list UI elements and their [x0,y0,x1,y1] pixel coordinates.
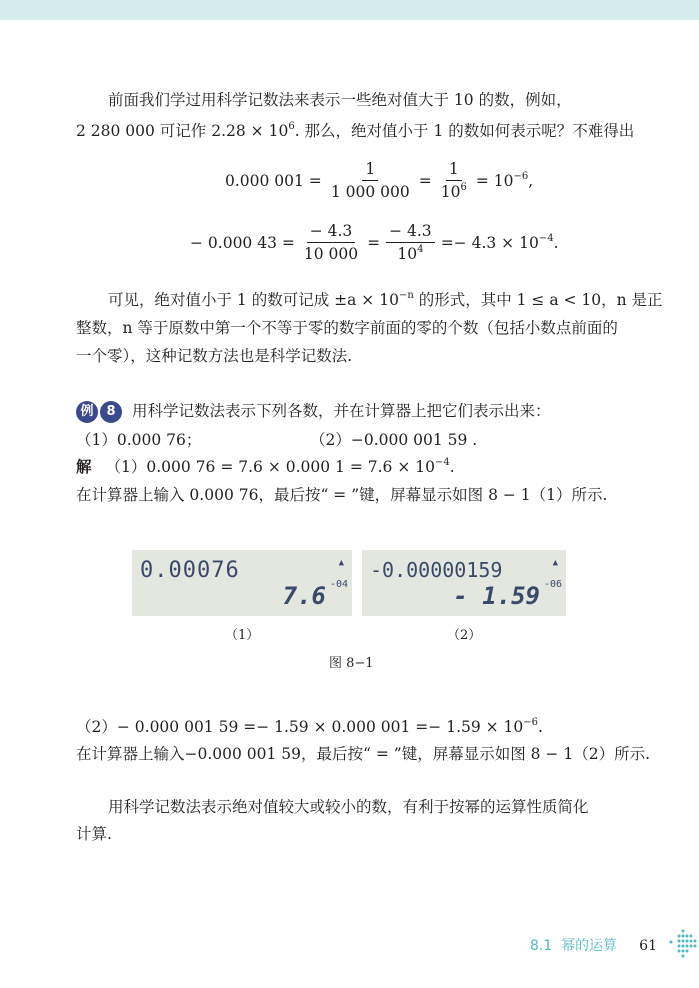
exponent: 6 [288,121,295,132]
calc-instruction-1: 在计算器上输入 0.000 76，最后按“ = ”键，屏幕显示如图 8 − 1（1）所示. [76,486,608,504]
figure-label-2: （2） [447,628,482,643]
denominator [438,181,470,201]
text: , [528,171,534,190]
figure-label-1: （1） [225,628,260,643]
badge-char: 例 [76,401,98,423]
conclusion-line-1: 用科学记数法表示绝对值较大或较小的数，有利于按幂的运算性质简化 [108,798,589,816]
text: （1）0.000 76 = 7.6 × 0.000 1 = 7.6 × 10 [105,458,435,476]
calculator-screen-2 [362,550,566,616]
para2-line-1 [108,288,663,310]
denominator [394,243,426,263]
text: . [538,718,543,736]
equation-1 [225,160,533,201]
solution-1 [76,455,455,477]
exponent: −4 [434,457,450,468]
example-item-1: （1）0.000 76； [76,431,202,449]
base: 10 [397,245,418,263]
top-band [0,0,699,20]
text: （2）− 0.000 001 59 =− 1.59 × 0.000 001 =− 1.59 × 10 [76,718,524,736]
denominator: 10 000 [303,245,359,263]
page-number: 61 [639,938,657,954]
solution-label: 解 [76,458,92,476]
figure-caption: 图 8−1 [329,656,374,671]
exponent: −6 [513,170,529,182]
screen-exponent: -06 [543,579,562,590]
page-footer [530,935,657,955]
text: . [449,458,455,476]
para2-line-3: 一个零），这种记数方法也是科学记数法. [76,347,353,365]
text: 的形式，其中 1 ≤ a < 10，n 是正 [413,291,663,309]
conclusion-line-2: 计算. [76,825,112,843]
numerator: − 4.3 [386,222,435,243]
screen-exponent: -04 [329,579,348,590]
calculator-screen-1 [132,550,352,616]
exponent: −6 [523,717,539,728]
eq-rhs [441,234,559,252]
decorative-dots-icon [668,929,698,959]
up-arrow-icon: ▲ [552,558,558,568]
text: 用科学记数法表示下列各数，并在计算器上把它们表示出来： [132,402,551,420]
numerator: 1 [446,160,462,181]
exponent: −n [398,290,414,301]
solution-2 [76,715,543,737]
equals: = [367,233,381,252]
numerator: 1 [362,160,378,181]
base: 10 [440,183,461,201]
fraction [386,222,435,263]
screen-input: 0.00076 [140,558,240,583]
calc-instruction-2: 在计算器上输入−0.000 001 59，最后按“ = ”键，屏幕显示如图 8 − 1（2）所示. [76,745,650,763]
eq-rhs [476,172,533,190]
fraction [301,222,361,263]
exponent: −4 [538,232,554,244]
screen-input: -0.00000159 [370,558,503,582]
badge-number: 8 [100,401,122,423]
numerator: − 4.3 [307,222,356,243]
text: . [553,233,559,252]
text: 可见，绝对值小于 1 的数可记成 ±a × 10 [108,291,399,309]
fraction [328,160,413,201]
para2-line-2: 整数，n 等于原数中第一个不等于零的数字前面的零的个数（包括小数点前面的 [76,319,618,337]
text: 2 280 000 可记作 2.28 × 10 [76,122,289,140]
equation-2 [190,222,559,263]
example-item-2: （2）−0.000 001 59 . [310,431,478,449]
text: =− 4.3 × 10 [440,233,539,252]
example-prompt [76,399,551,423]
exponent: 6 [460,182,467,193]
up-arrow-icon: ▲ [338,558,344,568]
equals: = [418,171,432,190]
denominator: 1 000 000 [330,183,410,201]
example-badge [76,401,122,423]
eq-lhs: 0.000 001 = [225,171,322,190]
screen-result: 7.6 [282,582,326,610]
intro-line-2 [76,119,634,141]
intro-line-1: 前面我们学过用科学记数法来表示一些绝对值大于 10 的数，例如， [108,91,572,109]
screen-result: - 1.59 [453,582,540,610]
text: = 10 [475,171,514,190]
section-title: 8.1 幂的运算 [530,938,618,954]
fraction [438,160,470,201]
eq-lhs: − 0.000 43 = [190,233,295,252]
exponent: 4 [417,244,424,255]
text: . 那么，绝对值小于 1 的数如何表示呢？不难得出 [294,122,635,140]
